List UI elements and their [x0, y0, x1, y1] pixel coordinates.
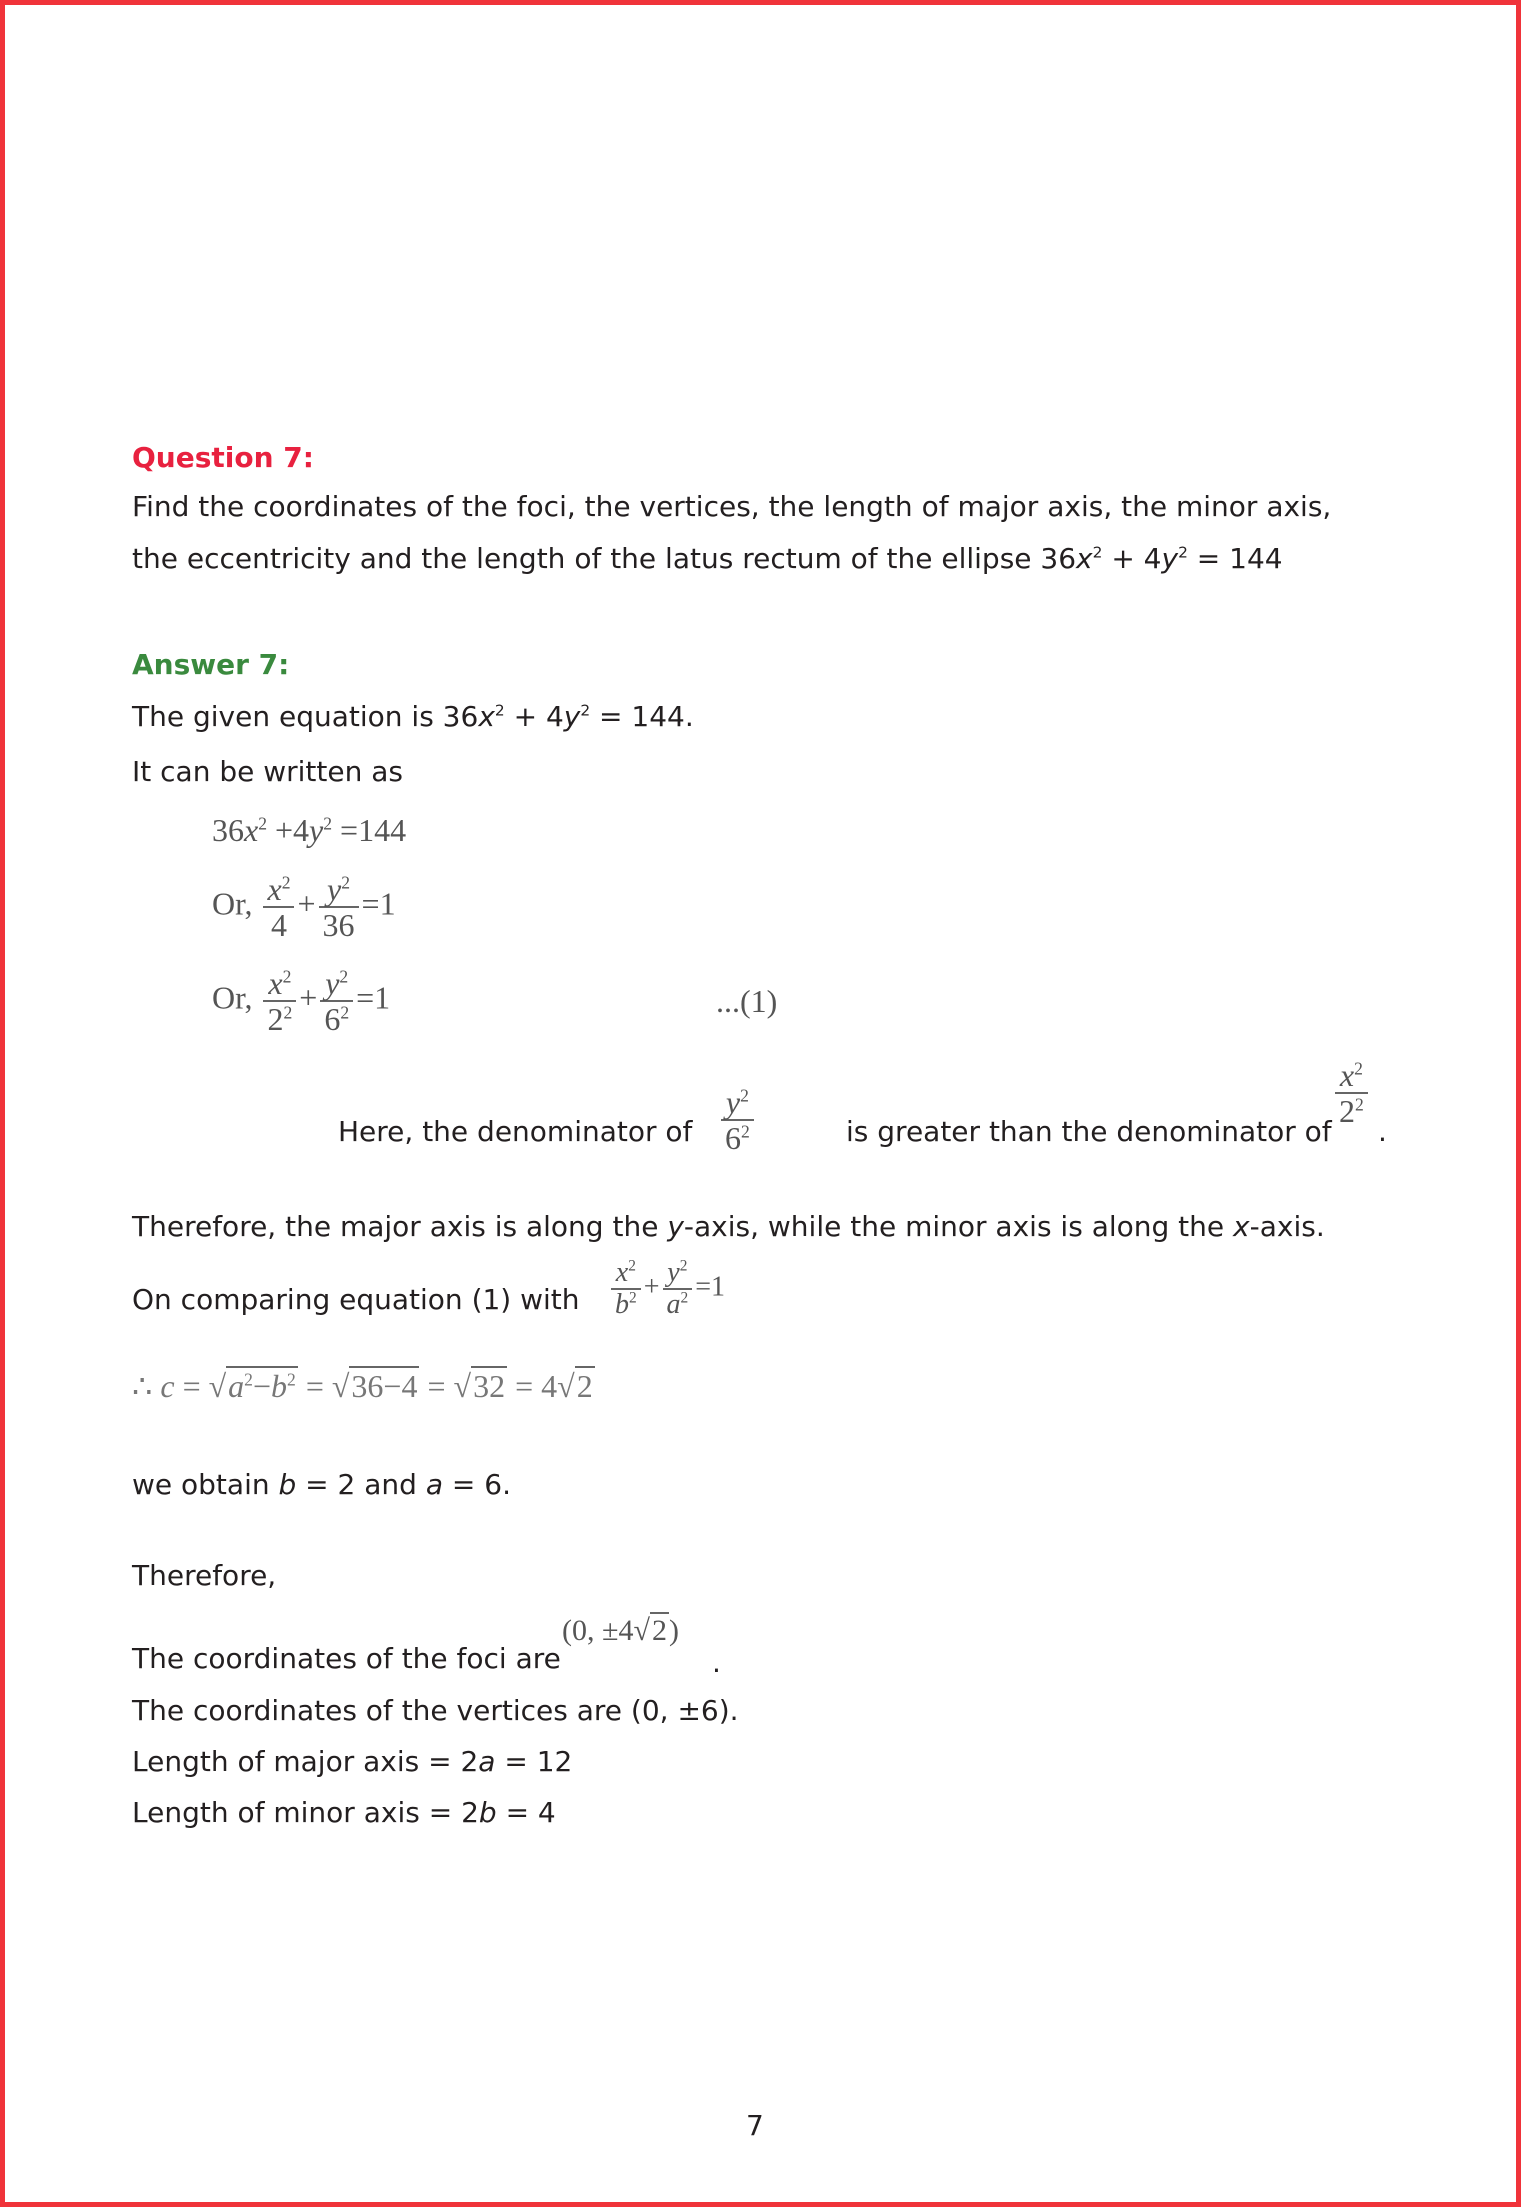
numerator: x — [1339, 1057, 1355, 1093]
foci-suffix: . — [712, 1646, 721, 1679]
exponent: 2 — [741, 1121, 750, 1142]
denominator: b — [615, 1289, 629, 1320]
var-a: a — [425, 1468, 444, 1501]
equals-sign: = — [427, 1368, 446, 1404]
sqrt: √2 — [633, 1614, 667, 1647]
sqrt: $√a^2-b^2$ — [208, 1368, 296, 1404]
equals-term: =1 — [695, 1271, 725, 1303]
foci-coordinates: (0, ±4 — [562, 1614, 634, 1647]
foci-value — [562, 1612, 679, 1648]
answer-text: -axis. — [1249, 1210, 1325, 1243]
var-x: x — [478, 700, 495, 733]
obtain-line — [132, 1468, 511, 1502]
equation-1 — [212, 812, 406, 849]
exponent: 2 — [679, 1257, 688, 1275]
here-middle-text: is greater than the denominator of — [846, 1115, 1332, 1148]
here-text: Here, the denominator of — [338, 1115, 693, 1148]
exponent: 2 — [1354, 1058, 1363, 1079]
equals-sign: = — [305, 1368, 324, 1404]
answer-text: + 4 — [504, 700, 564, 733]
standard-form-equation: $\frac{x^2}{b^2}$ + $\frac{y^2}{a^2}$ =1 — [608, 1258, 725, 1320]
var-a: a — [228, 1368, 245, 1404]
numerator: y — [325, 965, 340, 1001]
answer-text: = 6. — [443, 1468, 511, 1501]
eq-term: 36 — [212, 812, 244, 848]
here-fraction-2 — [1332, 1058, 1371, 1128]
var-x: x — [244, 812, 259, 848]
equals-term: =1 — [356, 979, 391, 1016]
fraction — [320, 966, 353, 1036]
equation-3: Or, $\frac{x^2}{2^2}$ + $\frac{y^2}{6^2}$ =1 — [212, 965, 391, 1037]
denominator: 6 — [324, 1001, 341, 1037]
radicand: 2 — [576, 1368, 593, 1404]
question-heading: Question 7: — [132, 441, 314, 474]
var-y: y — [1161, 542, 1179, 575]
var-c: c — [160, 1368, 175, 1404]
fraction — [1335, 1058, 1368, 1128]
equals-sign: = — [182, 1368, 201, 1404]
denominator: 2 — [1339, 1093, 1355, 1129]
therefore-line: Therefore, — [132, 1559, 277, 1592]
answer-text: Length of minor axis = 2 — [132, 1796, 479, 1829]
var-b: b — [278, 1468, 297, 1501]
exponent: 2 — [287, 1369, 296, 1390]
var-y: y — [563, 700, 581, 733]
exponent: 2 — [281, 872, 291, 893]
equals-term: =144 — [340, 812, 407, 848]
numerator: x — [615, 1257, 629, 1288]
therefore-symbol: ∴ — [132, 1368, 153, 1404]
sqrt: √32 — [453, 1368, 506, 1404]
exponent: 2 — [494, 701, 505, 720]
written-as-line: It can be written as — [132, 755, 404, 788]
numerator: x — [268, 965, 283, 1001]
denominator: a — [666, 1289, 681, 1320]
exponent: 2 — [1355, 1094, 1364, 1115]
exponent: 2 — [283, 1002, 293, 1023]
here-fraction-1 — [718, 1085, 757, 1155]
question-line-2 — [132, 542, 1283, 576]
numerator: x — [267, 871, 282, 907]
var-y: y — [667, 1210, 684, 1243]
answer-text: = 12 — [495, 1745, 573, 1778]
minor-axis-line — [132, 1796, 556, 1830]
here-suffix: . — [1378, 1115, 1387, 1148]
fraction — [263, 872, 294, 942]
answer-text: Length of major axis = 2 — [132, 1745, 479, 1778]
eq-term: 4 — [293, 812, 310, 848]
exponent: 2 — [740, 1085, 749, 1106]
question-text: + 4 — [1102, 542, 1162, 575]
var-x: x — [1076, 542, 1093, 575]
exponent: 2 — [282, 966, 292, 987]
comparing-text: On comparing equation (1) with — [132, 1283, 580, 1316]
answer-text: -axis, while the minor axis is along the — [683, 1210, 1234, 1243]
minus-sign: − — [252, 1368, 272, 1404]
exponent: 2 — [1178, 543, 1188, 562]
exponent: 2 — [1092, 543, 1103, 562]
answer-text: The given equation is 36 — [132, 700, 479, 733]
sqrt: √2 — [557, 1368, 593, 1404]
question-line-1: Find the coordinates of the foci, the vertices, the length of major axis, the minor axis, — [132, 490, 1332, 523]
question-text: the eccentricity and the length of the latus rectum of the ellipse 36 — [132, 542, 1077, 575]
answer-text: = 2 and — [296, 1468, 426, 1501]
exponent: 2 — [628, 1257, 636, 1275]
fraction — [319, 872, 359, 942]
equals-term: =1 — [361, 885, 396, 922]
given-equation-line — [132, 700, 694, 734]
fraction — [721, 1085, 754, 1155]
radicand: 32 — [473, 1368, 506, 1404]
question-text: = 144 — [1187, 542, 1283, 575]
radicand: 2 — [651, 1614, 667, 1647]
exponent: 2 — [629, 1289, 637, 1307]
exponent: 2 — [340, 1002, 350, 1023]
numerator: y — [667, 1257, 680, 1288]
exponent: 2 — [258, 813, 267, 834]
page-number: 7 — [746, 2109, 764, 2142]
plus-sign: + — [275, 812, 294, 848]
or-label: Or, — [212, 885, 253, 922]
fraction — [611, 1258, 641, 1320]
exponent: 2 — [341, 872, 351, 893]
or-label: Or, — [212, 979, 253, 1016]
radicand: 36−4 — [351, 1368, 418, 1404]
var-a: a — [478, 1745, 496, 1778]
coefficient: 4 — [541, 1368, 558, 1404]
var-b: b — [478, 1796, 497, 1829]
denominator: 4 — [270, 907, 287, 943]
axis-conclusion — [132, 1210, 1325, 1244]
exponent: 2 — [680, 1289, 689, 1307]
answer-text: Therefore, the major axis is along the — [132, 1210, 668, 1243]
var-b: b — [271, 1368, 288, 1404]
equals-sign: = — [515, 1368, 534, 1404]
fraction — [663, 1258, 693, 1320]
denominator: 36 — [322, 907, 355, 943]
foci-line: The coordinates of the foci are — [132, 1642, 561, 1675]
denominator: 2 — [267, 1001, 284, 1037]
numerator: y — [725, 1084, 741, 1120]
close-paren: ) — [668, 1614, 679, 1647]
sqrt: √36−4 — [331, 1368, 418, 1404]
exponent: 2 — [323, 813, 333, 834]
fraction — [263, 966, 296, 1036]
exponent: 2 — [339, 966, 349, 987]
major-axis-line — [132, 1745, 572, 1779]
exponent: 2 — [244, 1369, 253, 1390]
answer-text: = 144. — [590, 700, 694, 733]
denominator: 6 — [725, 1120, 741, 1156]
equation-2: Or, $\frac{x^2}{4}$ + $\frac{y^2}{36}$ =1 — [212, 871, 396, 943]
var-y: y — [309, 812, 324, 848]
exponent: 2 — [580, 701, 591, 720]
answer-text: = 4 — [496, 1796, 556, 1829]
numerator: y — [327, 871, 342, 907]
var-x: x — [1233, 1210, 1250, 1243]
answer-heading: Answer 7: — [132, 648, 290, 681]
vertices-line: The coordinates of the vertices are (0, ±6). — [132, 1694, 739, 1727]
answer-text: we obtain — [132, 1468, 279, 1501]
focal-distance-equation — [132, 1366, 595, 1405]
equation-label: ...(1) — [716, 983, 778, 1019]
